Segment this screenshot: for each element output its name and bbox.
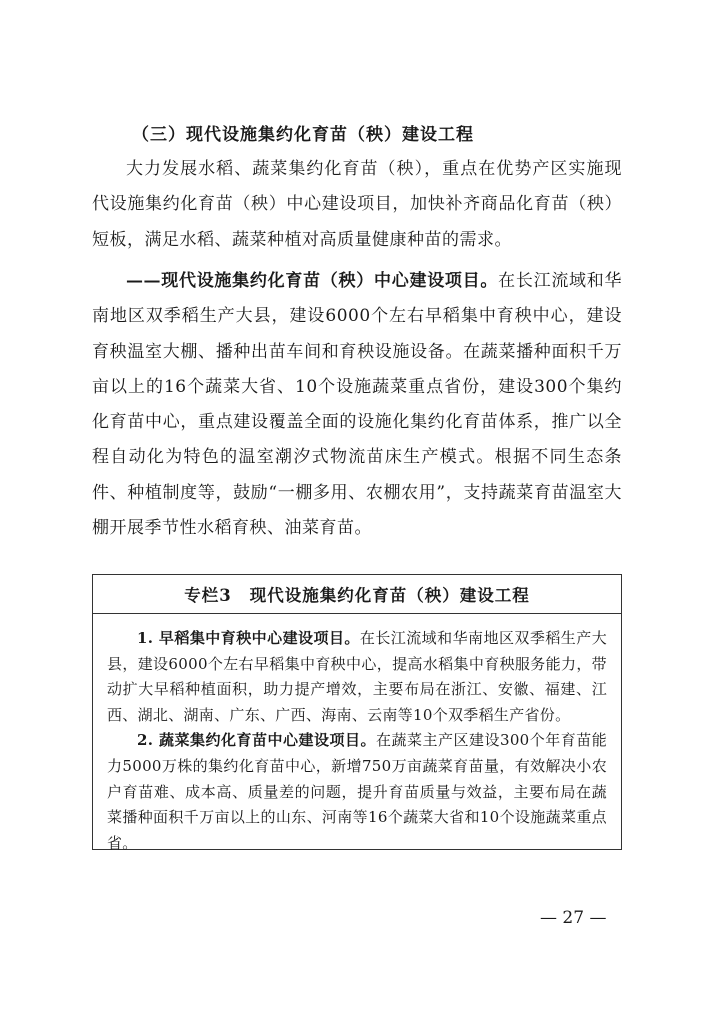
feature-box-title-text: 现代设施集约化育苗（秧）建设工程 <box>249 586 530 605</box>
feature-box-body <box>93 614 621 856</box>
project-paragraph-text: 在长江流域和华南地区双季稻生产大县，建设6000个左右早稻集中育秧中心，建设育秧温室大棚、播种出苗车间和育秧设施设备。在蔬菜播种面积千万亩以上的16个蔬菜大省、10个设施蔬菜重点省份，建设300个集约化育苗中心，重点建设覆盖全面的设施化集约化育苗体系，推广以全程自动化为特色的温室潮汐式物流苗床生产模式。根据不同生态条件、种植制度等，鼓励“一棚多用、农棚农用”，支持蔬菜育苗温室大棚开展季节性水稻育秧、油菜育苗。 <box>92 271 623 539</box>
feature-box-number: 专栏3 <box>184 586 232 605</box>
project-paragraph-lead: ——现代设施集约化育苗（秧）中心建设项目。 <box>126 271 499 291</box>
feature-box-item-1 <box>107 626 607 728</box>
section-heading: （三）现代设施集约化育苗（秧）建设工程 <box>132 125 474 145</box>
feature-box-item-1-text: 在长江流域和华南地区双季稻生产大县，建设6000个左右早稻集中育秧中心，提高水稻集中育秧服务能力，带动扩大早稻种植面积，助力提产增效，主要布局在浙江、安徽、福建、江西、湖北、湖南、广东、广西、海南、云南等10个双季稻生产省份。 <box>107 629 607 724</box>
intro-paragraph: 大力发展水稻、蔬菜集约化育苗（秧），重点在优势产区实施现代设施集约化育苗（秧）中心建设项目，加快补齐商品化育苗（秧）短板，满足水稻、蔬菜种植对高质量健康种苗的需求。 <box>92 159 622 250</box>
feature-box-item-2 <box>107 728 607 856</box>
feature-box-title <box>93 575 621 614</box>
page-number: — 27 — <box>540 908 607 928</box>
feature-box-item-2-lead: 2. 蔬菜集约化育苗中心建设项目。 <box>137 731 376 750</box>
feature-box-item-2-text: 在蔬菜主产区建设300个年育苗能力5000万株的集约化育苗中心，新增750万亩蔬菜育苗量，有效解决小农户育苗难、成本高、质量差的问题，提升育苗质量与效益，主要布局在蔬菜播种面积千万亩以上的山东、河南等16个蔬菜大省和10个设施蔬菜重点省。 <box>107 731 608 852</box>
feature-box-item-1-lead: 1. 早稻集中育秧中心建设项目。 <box>137 629 360 647</box>
project-paragraph <box>92 264 622 546</box>
feature-box <box>92 574 622 850</box>
